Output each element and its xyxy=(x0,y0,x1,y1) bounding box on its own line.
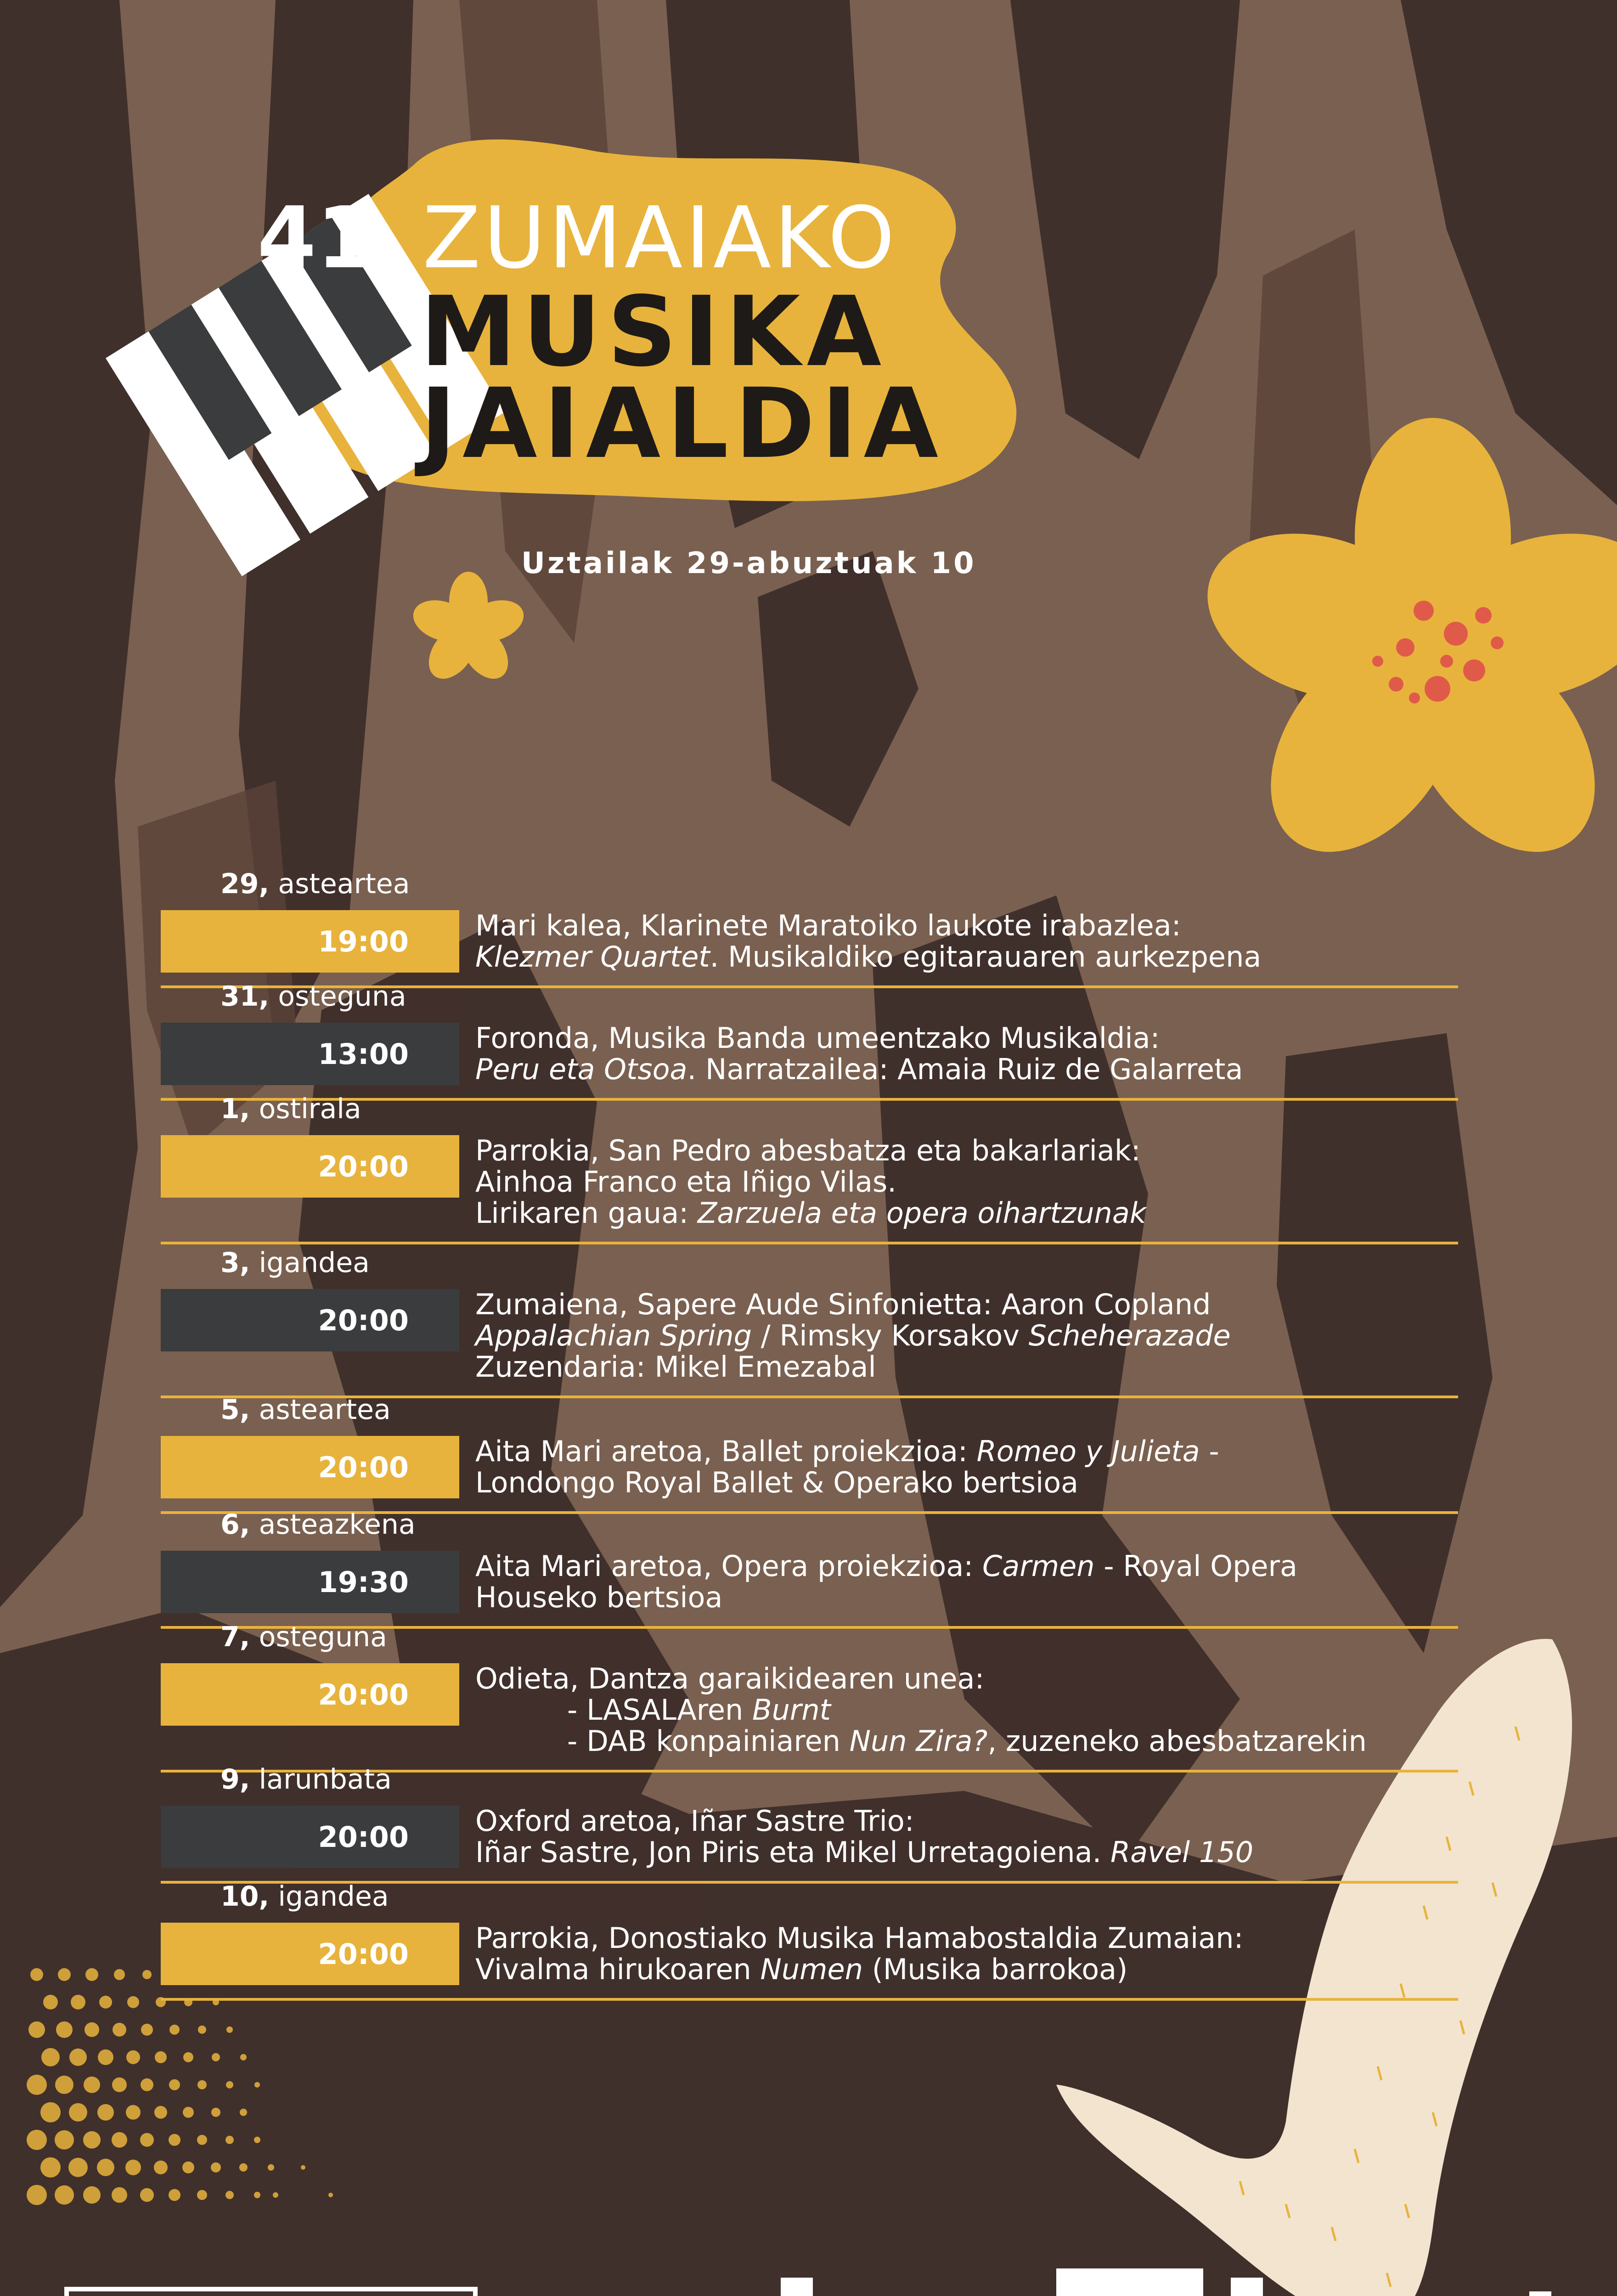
event-text: Zumaiena, Sapere Aude Sinfonietta: Aaron Copland xyxy=(475,1288,1211,1321)
event-text: - Royal Opera xyxy=(1094,1549,1297,1583)
event-description-line xyxy=(475,1166,1146,1198)
event-text: Aita Mari aretoa, Opera proiekzioa: xyxy=(475,1549,982,1583)
event-time: 20:00 xyxy=(318,1450,409,1484)
event-description-line xyxy=(475,1726,1367,1757)
event-day-name: igandea xyxy=(259,1247,370,1279)
event-time: 20:00 xyxy=(318,1937,409,1971)
event-text: . Musikaldiko egitarauaren aurkezpena xyxy=(710,940,1262,974)
event-day-name: ostirala xyxy=(259,1093,361,1125)
event-time: 20:00 xyxy=(318,1149,409,1183)
event-description-line xyxy=(475,1351,1231,1383)
event-time-badge xyxy=(161,1663,459,1726)
event-text: Londongo Royal Ballet & Operako bertsioa xyxy=(475,1466,1079,1499)
event-text: (Musika barrokoa) xyxy=(863,1953,1128,1986)
title-line-1: ZUMAIAKO xyxy=(423,188,898,287)
event-time-badge xyxy=(161,910,459,973)
event-description xyxy=(475,1923,1243,1985)
event-time-badge xyxy=(161,1436,459,1498)
event-time: 13:00 xyxy=(318,1037,409,1071)
event-text: - DAB konpainiaren xyxy=(567,1724,850,1758)
event-day xyxy=(220,1880,389,1913)
event-time-badge xyxy=(161,1806,459,1868)
event-description xyxy=(475,1135,1146,1229)
divider-bar-1 xyxy=(781,2278,813,2296)
event-day-number: 7, xyxy=(220,1621,250,1653)
event-time: 19:00 xyxy=(318,924,409,958)
event-day-number: 1, xyxy=(220,1093,250,1125)
event-work-title: Numen xyxy=(760,1953,863,1986)
event-description-line xyxy=(475,1837,1253,1868)
event-day xyxy=(220,980,406,1013)
white-logo-block xyxy=(1056,2268,1203,2296)
event-work-title: Burnt xyxy=(752,1693,831,1727)
event-divider xyxy=(161,1998,1458,2001)
event-text: , zuzeneko abesbatzarekin xyxy=(987,1724,1367,1758)
event-description-line xyxy=(475,1198,1146,1229)
event-description-line xyxy=(475,1467,1219,1498)
event-text: - LASALAren xyxy=(567,1693,753,1727)
event-day-name: osteguna xyxy=(259,1621,387,1653)
event-day xyxy=(220,1247,370,1279)
event-text: Zuzendaria: Mikel Emezabal xyxy=(475,1350,876,1384)
event-description xyxy=(475,1551,1297,1613)
event-description-line xyxy=(475,1054,1243,1085)
event-time-badge xyxy=(161,1551,459,1613)
event-divider xyxy=(161,1242,1458,1244)
event-description-line xyxy=(475,1663,1367,1694)
event-text: / Rimsky Korsakov xyxy=(752,1319,1029,1352)
event-description-line xyxy=(475,1320,1231,1351)
event-day-number: 10, xyxy=(220,1880,270,1913)
event-day-name: asteazkena xyxy=(259,1508,416,1541)
event-description-line xyxy=(475,1023,1243,1054)
event-description-line xyxy=(475,1551,1297,1582)
event-work-title: Nun Zira? xyxy=(849,1724,988,1758)
event-work-title: Klezmer Quartet xyxy=(475,940,710,974)
event-text: Ainhoa Franco eta Iñigo Vilas. xyxy=(475,1165,896,1199)
event-day-number: 29, xyxy=(220,868,270,900)
event-text: Parrokia, Donostiako Musika Hamabostaldia Zumaian: xyxy=(475,1921,1244,1955)
event-day-number: 5, xyxy=(220,1394,250,1426)
event-description xyxy=(475,1023,1243,1085)
event-text: Lirikaren gaua: xyxy=(475,1196,698,1230)
event-time-badge xyxy=(161,1023,459,1085)
event-day-name: asteartea xyxy=(259,1394,391,1426)
event-description-line xyxy=(475,1923,1243,1954)
event-work-title: Appalachian Spring xyxy=(475,1319,752,1352)
event-description xyxy=(475,1289,1231,1383)
event-day xyxy=(220,868,410,900)
event-description xyxy=(475,1436,1219,1498)
event-text: Houseko bertsioa xyxy=(475,1581,723,1614)
event-time: 20:00 xyxy=(318,1820,409,1854)
event-description-line xyxy=(475,910,1261,941)
event-text: Mari kalea, Klarinete Maratoiko laukote irabazlea: xyxy=(475,909,1181,942)
event-day xyxy=(220,1394,391,1426)
divider-bar-2 xyxy=(1231,2278,1263,2296)
event-work-title: Romeo y Julieta xyxy=(976,1435,1200,1468)
sponsor-logos xyxy=(0,2250,1617,2296)
event-time: 19:30 xyxy=(318,1565,409,1599)
event-time: 20:00 xyxy=(318,1677,409,1711)
event-text: . Narratzailea: Amaia Ruiz de Galarreta xyxy=(687,1052,1243,1086)
event-day-name: asteartea xyxy=(278,868,410,900)
event-description xyxy=(475,910,1261,973)
event-text: Iñar Sastre, Jon Piris eta Mikel Urretagoiena. xyxy=(475,1835,1110,1869)
event-description-line xyxy=(475,1954,1243,1985)
event-day-number: 6, xyxy=(220,1508,250,1541)
event-description-line xyxy=(475,1582,1297,1613)
event-day-number: 9, xyxy=(220,1763,250,1795)
event-text: Vivalma hirukoaren xyxy=(475,1953,761,1986)
divider-bar-3 xyxy=(1529,2291,1551,2296)
event-time-badge xyxy=(161,1289,459,1351)
event-day-name: igandea xyxy=(278,1880,389,1913)
event-day-number: 3, xyxy=(220,1247,250,1279)
event-day xyxy=(220,1093,361,1125)
event-work-title: Scheherazade xyxy=(1028,1319,1231,1352)
event-work-title: Peru eta Otsoa xyxy=(475,1052,687,1086)
event-text: Aita Mari aretoa, Ballet proiekzioa: xyxy=(475,1435,977,1468)
event-time-badge xyxy=(161,1923,459,1985)
event-description xyxy=(475,1663,1367,1757)
event-time-badge xyxy=(161,1135,459,1198)
event-description-line xyxy=(475,1694,1367,1726)
event-day xyxy=(220,1763,392,1795)
event-text: Odieta, Dantza garaikidearen unea: xyxy=(475,1662,985,1695)
title-line-2: MUSIKA xyxy=(420,276,888,388)
event-description-line xyxy=(475,1436,1219,1467)
event-day-name: larunbata xyxy=(259,1763,392,1795)
festival-dates: Uztailak 29-abuztuak 10 xyxy=(521,546,976,580)
event-work-title: Zarzuela eta opera oihartzunak xyxy=(697,1196,1146,1230)
title-number: 41. xyxy=(257,188,408,287)
event-text: - xyxy=(1200,1435,1219,1468)
event-work-title: Ravel 150 xyxy=(1110,1835,1254,1869)
event-day xyxy=(220,1508,416,1541)
event-text: Parrokia, San Pedro abesbatza eta bakarlariak: xyxy=(475,1134,1141,1167)
udala-logo-frame xyxy=(64,2287,478,2296)
event-description-line xyxy=(475,1806,1253,1837)
event-time: 20:00 xyxy=(318,1303,409,1337)
event-work-title: Carmen xyxy=(982,1549,1095,1583)
event-description-line xyxy=(475,1289,1231,1320)
event-text: Foronda, Musika Banda umeentzako Musikaldia: xyxy=(475,1021,1160,1055)
title-line-3: JAIALDIA xyxy=(420,367,945,480)
event-text: Oxford aretoa, Iñar Sastre Trio: xyxy=(475,1804,914,1838)
event-description-line xyxy=(475,941,1261,973)
event-description-line xyxy=(475,1135,1146,1166)
event-description xyxy=(475,1806,1253,1868)
event-day-name: osteguna xyxy=(278,980,406,1013)
event-day xyxy=(220,1621,387,1653)
event-day-number: 31, xyxy=(220,980,270,1013)
